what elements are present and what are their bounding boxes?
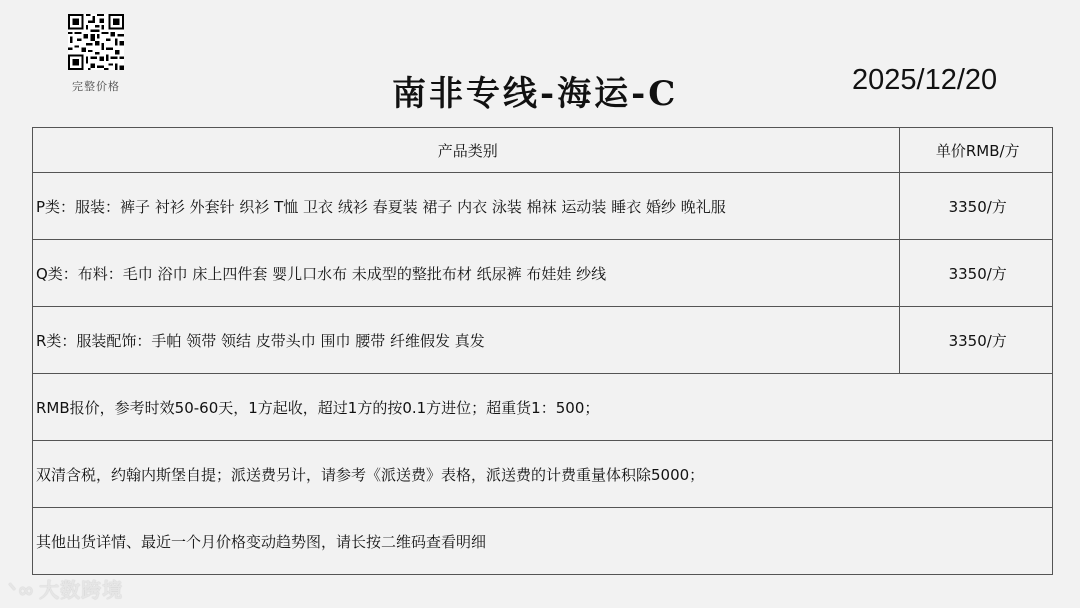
header-price: 单价RMB/方: [900, 128, 1053, 173]
category-cell: R类：服装配饰：手帕 领带 领结 皮带头巾 围巾 腰带 纤维假发 真发: [33, 307, 900, 374]
price-cell: 3350/方: [900, 173, 1053, 240]
price-cell: 3350/方: [900, 240, 1053, 307]
table-row: [33, 240, 1053, 307]
note-cell: 其他出货详情、最近一个月价格变动趋势图，请长按二维码查看明细: [33, 508, 1053, 575]
note-row: [33, 374, 1053, 441]
header-category: 产品类别: [33, 128, 900, 173]
table-row: [33, 307, 1053, 374]
price-table: [32, 127, 1053, 575]
note-row: [33, 441, 1053, 508]
note-cell: 双清含税，约翰内斯堡自提；派送费另计，请参考《派送费》表格，派送费的计费重量体积除5000；: [33, 441, 1053, 508]
watermark-logo-icon: ᐠ∞: [8, 578, 36, 602]
category-cell: P类：服装：裤子 衬衫 外套针 织衫 T恤 卫衣 绒衫 春夏装 裙子 内衣 泳装 棉袜 运动装 睡衣 婚纱 晚礼服: [33, 173, 900, 240]
qr-code[interactable]: [68, 14, 124, 70]
page-title: 南非专线-海运-C: [392, 74, 679, 114]
watermark: [8, 574, 123, 603]
table-header-row: [33, 128, 1053, 173]
date-label: 2025/12/20: [852, 64, 998, 96]
watermark-text: 大数跨境: [39, 578, 124, 602]
price-cell: 3350/方: [900, 307, 1053, 374]
table-row: [33, 173, 1053, 240]
note-cell: RMB报价，参考时效50-60天，1方起收，超过1方的按0.1方进位；超重货1：500；: [33, 374, 1053, 441]
category-cell: Q类：布料：毛巾 浴巾 床上四件套 婴儿口水布 未成型的整批布材 纸尿裤 布娃娃 纱线: [33, 240, 900, 307]
qr-caption: 完整价格: [72, 80, 120, 93]
note-row: [33, 508, 1053, 575]
